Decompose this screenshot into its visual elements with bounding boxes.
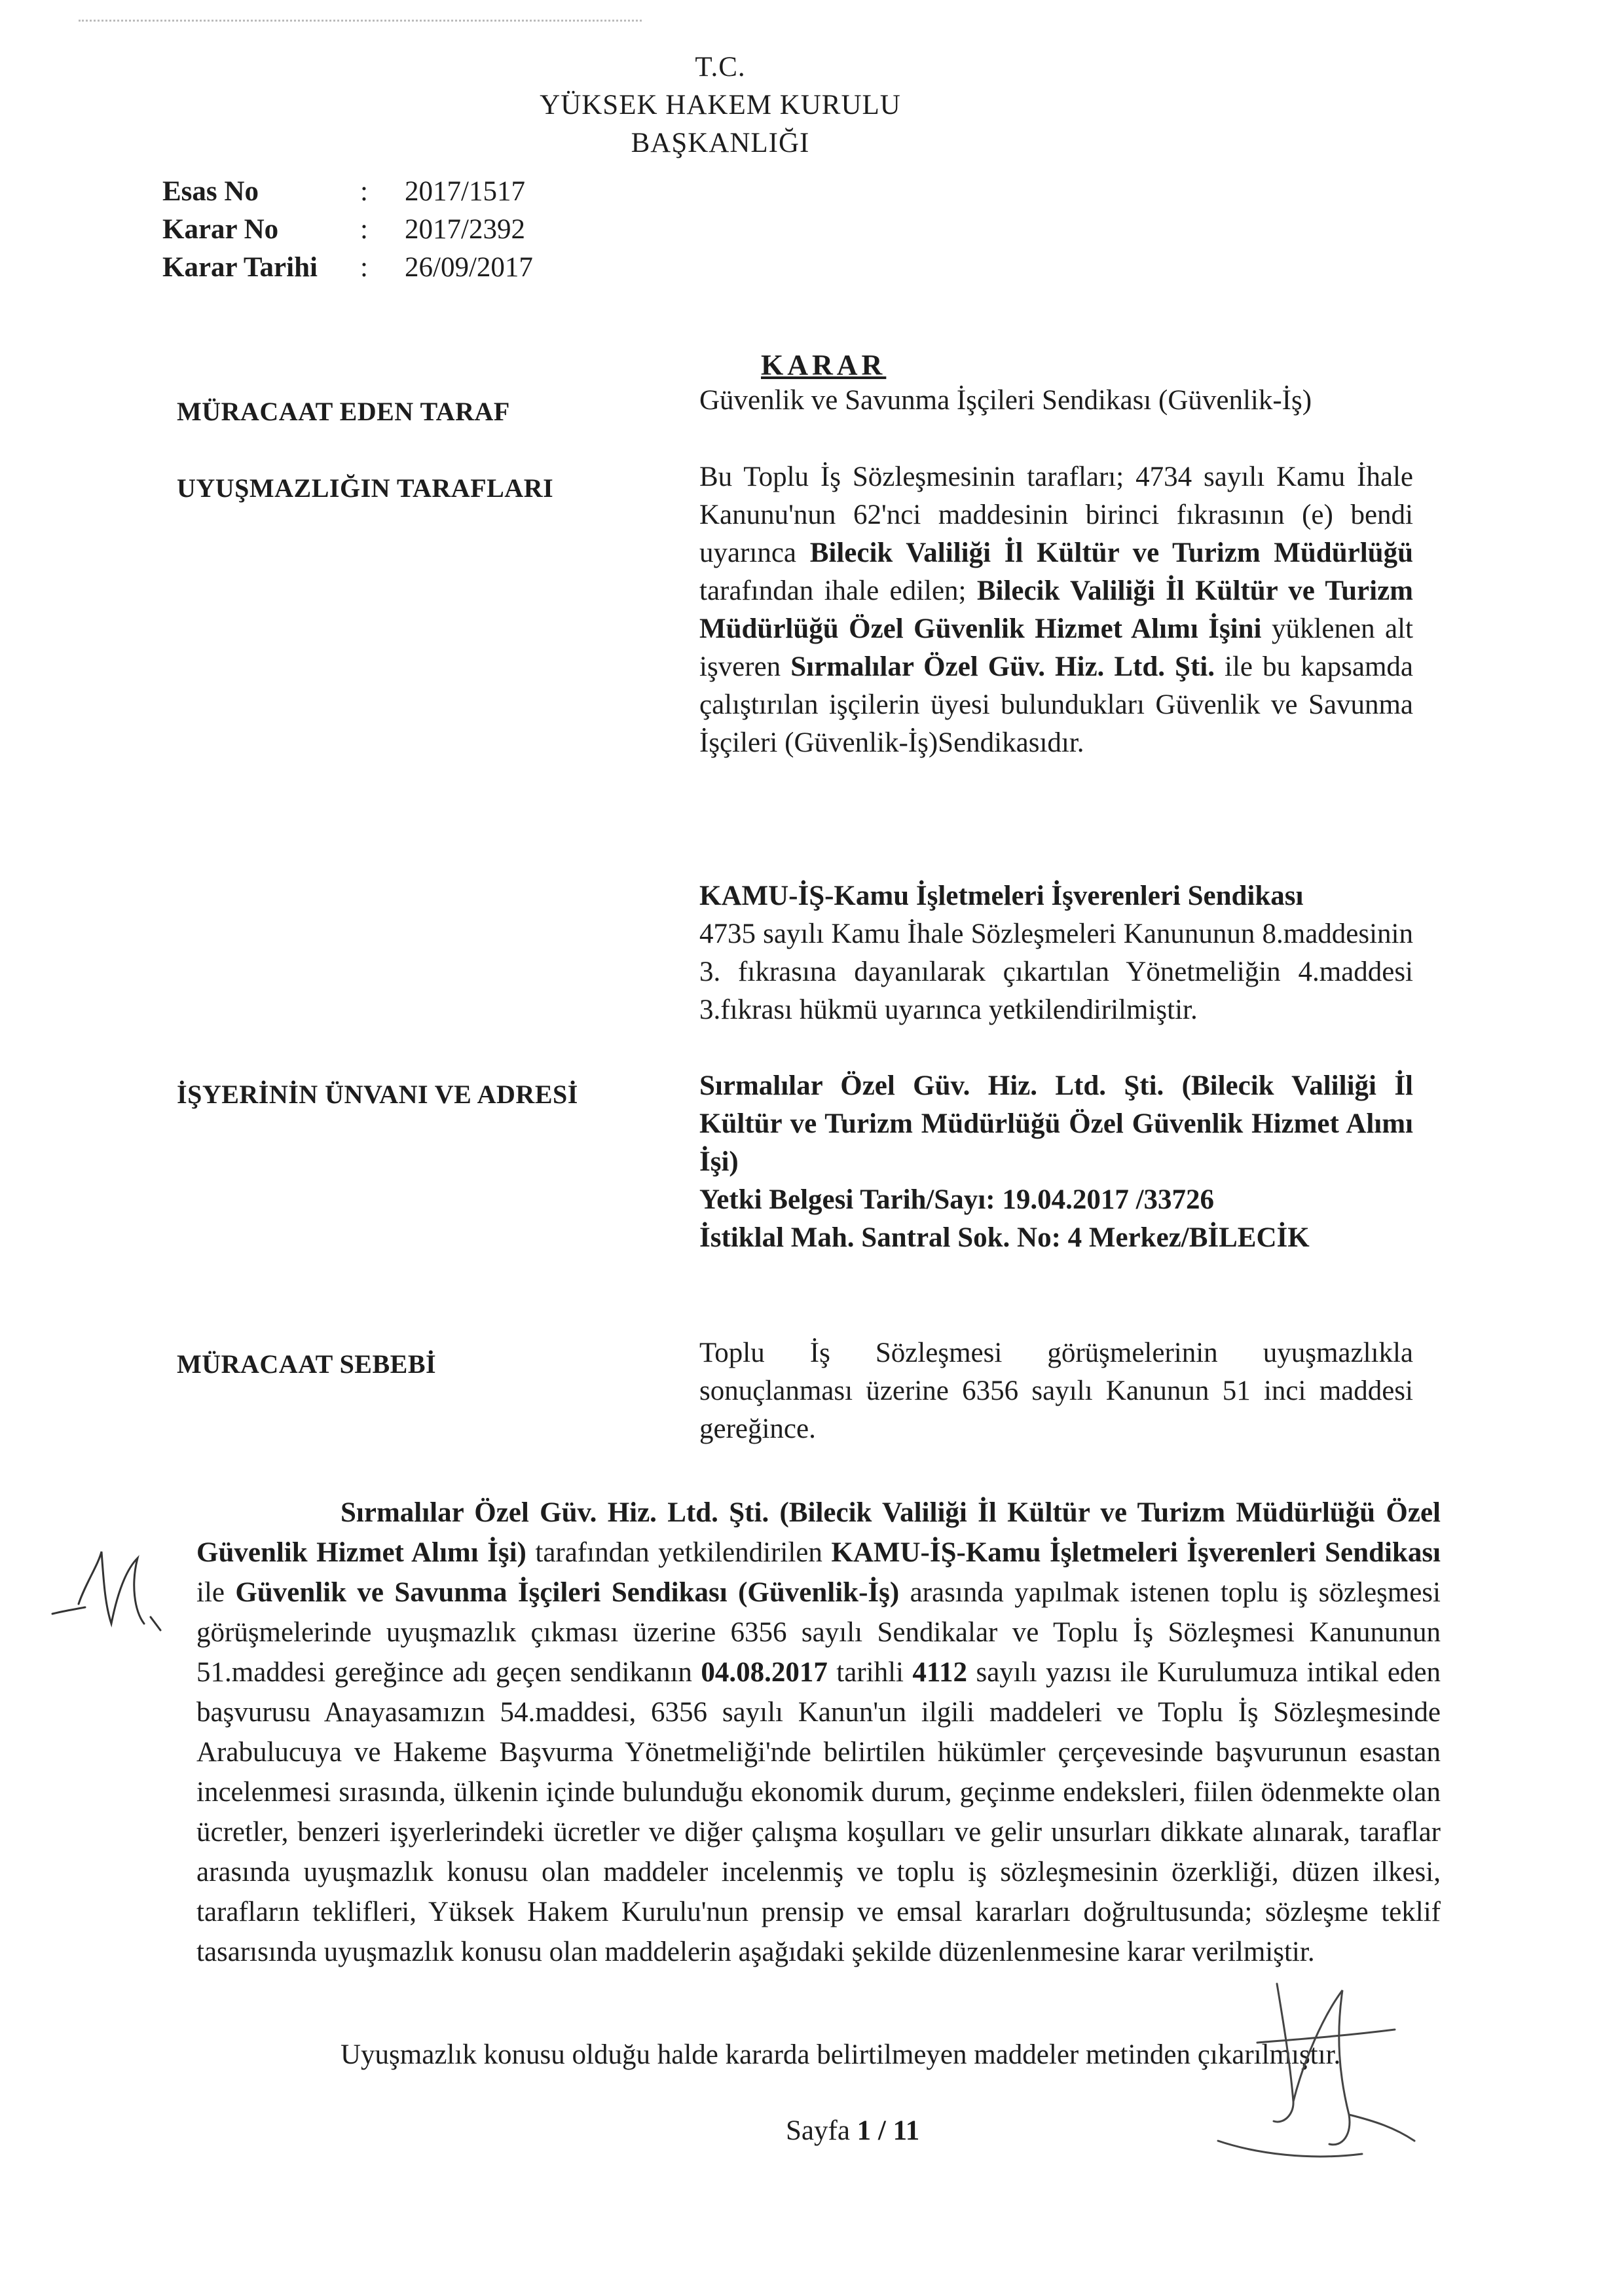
bold-run: 04.08.2017 [701,1657,828,1688]
text-run: ile [196,1577,236,1608]
text-run: sayılı yazısı ile Kurulumuza intikal eden başvurusu Anayasamızın 54.maddesi, 6356 sayılı Kanun'un ilgili maddeleri ve Toplu İş Sözleşmesinde Arabulucuya ve Hakeme Başvurma Yönetmeliği'nde belirtilen hükümler çerçevesinde başvurunun esastan incelenmesi sırasında, ülkenin içinde bulunduğu ekonomik durum, geçinme endeksleri, fiilen ödenmekte olan ücretler, benzeri işyerlerindeki ücretler ve diğer çalışma koşulları ve gelir unsurları dikkate alınarak, taraflar arasında uyuşmazlık konusu olan maddeler incelenmiş ve toplu iş sözleşmesinin özerkliği, düzen ilkesi, tarafların teklifleri, Yüksek Hakem Kurulu'nun prensip ve emsal kararları doğrultusunda; sözleşme teklif tasarısında uyuşmazlık konusu olan maddelerin aşağıdaki şekilde düzenlenmesine karar verilmiştir. [196,1657,1441,1967]
decision-title: KARAR [761,349,887,381]
header-tc: T.C. [695,52,746,82]
page-number: 1 / 11 [857,2115,920,2146]
parties-paragraph [699,458,1413,762]
employer-union-paragraph [699,877,1413,1029]
meta-colon: : [360,214,368,245]
header-institution: YÜKSEK HAKEM KURULU [540,90,901,120]
text-run: tarafından ihale edilen; [699,575,977,606]
bold-run: 4112 [912,1657,968,1688]
meta-value: 2017/2392 [405,214,525,245]
page-label: Sayfa [786,2115,850,2146]
bold-run: Güvenlik ve Savunma İşçileri Sendikası (Güvenlik-İş) [235,1577,900,1608]
parties-label: UYUŞMAZLIĞIN TARAFLARI [177,473,554,503]
text-run: tarihli [827,1657,913,1688]
bold-run: Bilecik Valiliği İl Kültür ve Turizm Müdürlüğü [809,538,1413,568]
handwritten-signature [1179,1944,1454,2180]
initials-signature [39,1525,170,1663]
text-run: ile bu kapsamda çalıştırılan işçilerin üyesi bulundukları Güvenlik ve Savunma İşçileri (Güvenlik-İş)Sendikasıdır. [699,651,1414,758]
bold-run: Bilecik Valiliği İl Kültür ve Turizm Müdürlüğü Özel Güvenlik Hizmet Alımı İşini [699,575,1413,644]
meta-colon: : [360,176,368,207]
applicant-value: Güvenlik ve Savunma İşçileri Sendikası (Güvenlik-İş) [699,385,1312,416]
reason-label: MÜRACAAT SEBEBİ [177,1349,437,1379]
meta-label: Esas No [162,176,259,207]
authorization-certificate: Yetki Belgesi Tarih/Sayı: 19.04.2017 /33726 [699,1184,1215,1215]
employer-union-name: KAMU-İŞ-Kamu İşletmeleri İşverenleri Sendikası [699,881,1304,911]
bold-run: Sırmalılar Özel Güv. Hiz. Ltd. Şti. [790,651,1215,682]
text-run: tarafından yetkilendirilen [526,1537,832,1568]
scan-artifact-line [79,20,642,22]
body-paragraph [196,1493,1441,1972]
bold-run: Sırmalılar Özel Güv. Hiz. Ltd. Şti. (Bilecik Valiliği İl Kültür ve Turizm Müdürlüğü Özel Güvenlik Hizmet Alımı İşi) [196,1497,1441,1568]
body-paragraph-2: Uyuşmazlık konusu olduğu halde kararda belirtilmeyen maddeler metinden çıkarılmıştır. [341,2039,1341,2070]
workplace-address: İstiklal Mah. Santral Sok. No: 4 Merkez/BİLECİK [699,1222,1310,1253]
workplace-name: Sırmalılar Özel Güv. Hiz. Ltd. Şti. (Bilecik Valiliği İl Kültür ve Turizm Müdürlüğü Özel Güvenlik Hizmet Alımı İşi) [699,1070,1413,1177]
text-run: arasında yapılmak istenen toplu iş sözleşmesi görüşmelerinde uyuşmazlık çıkması üzerine 6356 sayılı Sendikalar ve Toplu İş Sözleşmesi Kanununun 51.maddesi gereğince adı geçen sendikanın [196,1577,1441,1688]
workplace-block [699,1067,1413,1257]
bold-run: KAMU-İŞ-Kamu İşletmeleri İşverenleri Sendikası [831,1537,1441,1568]
meta-label: Karar No [162,214,279,245]
meta-colon: : [360,252,368,283]
text-run: Bu Toplu İş Sözleşmesinin tarafları; 4734 sayılı Kamu İhale Kanunu'nun 62'nci maddesinin birinci fıkrasının (e) bendi uyarınca [699,462,1413,568]
workplace-label: İŞYERİNİN ÜNVANI VE ADRESİ [177,1080,578,1109]
reason-value: Toplu İş Sözleşmesi görüşmelerinin uyuşmazlıkla sonuçlanması üzerine 6356 sayılı Kanunun 51 inci maddesi gereğince. [699,1338,1413,1444]
applicant-label: MÜRACAAT EDEN TARAF [177,397,510,426]
meta-value: 2017/1517 [405,176,525,207]
employer-union-text: 4735 sayılı Kamu İhale Sözleşmeleri Kanununun 8.maddesinin 3. fıkrasına dayanılarak çıkartılan Yönetmeliğin 4.maddesi 3.fıkrası hükmü uyarınca yetkilendirilmiştir. [699,919,1413,1025]
page-footer [786,2115,919,2147]
meta-label: Karar Tarihi [162,252,318,283]
header-presidency: BAŞKANLIĞI [631,128,810,158]
text-run: yüklenen alt işveren [699,613,1413,682]
meta-value: 26/09/2017 [405,252,533,283]
